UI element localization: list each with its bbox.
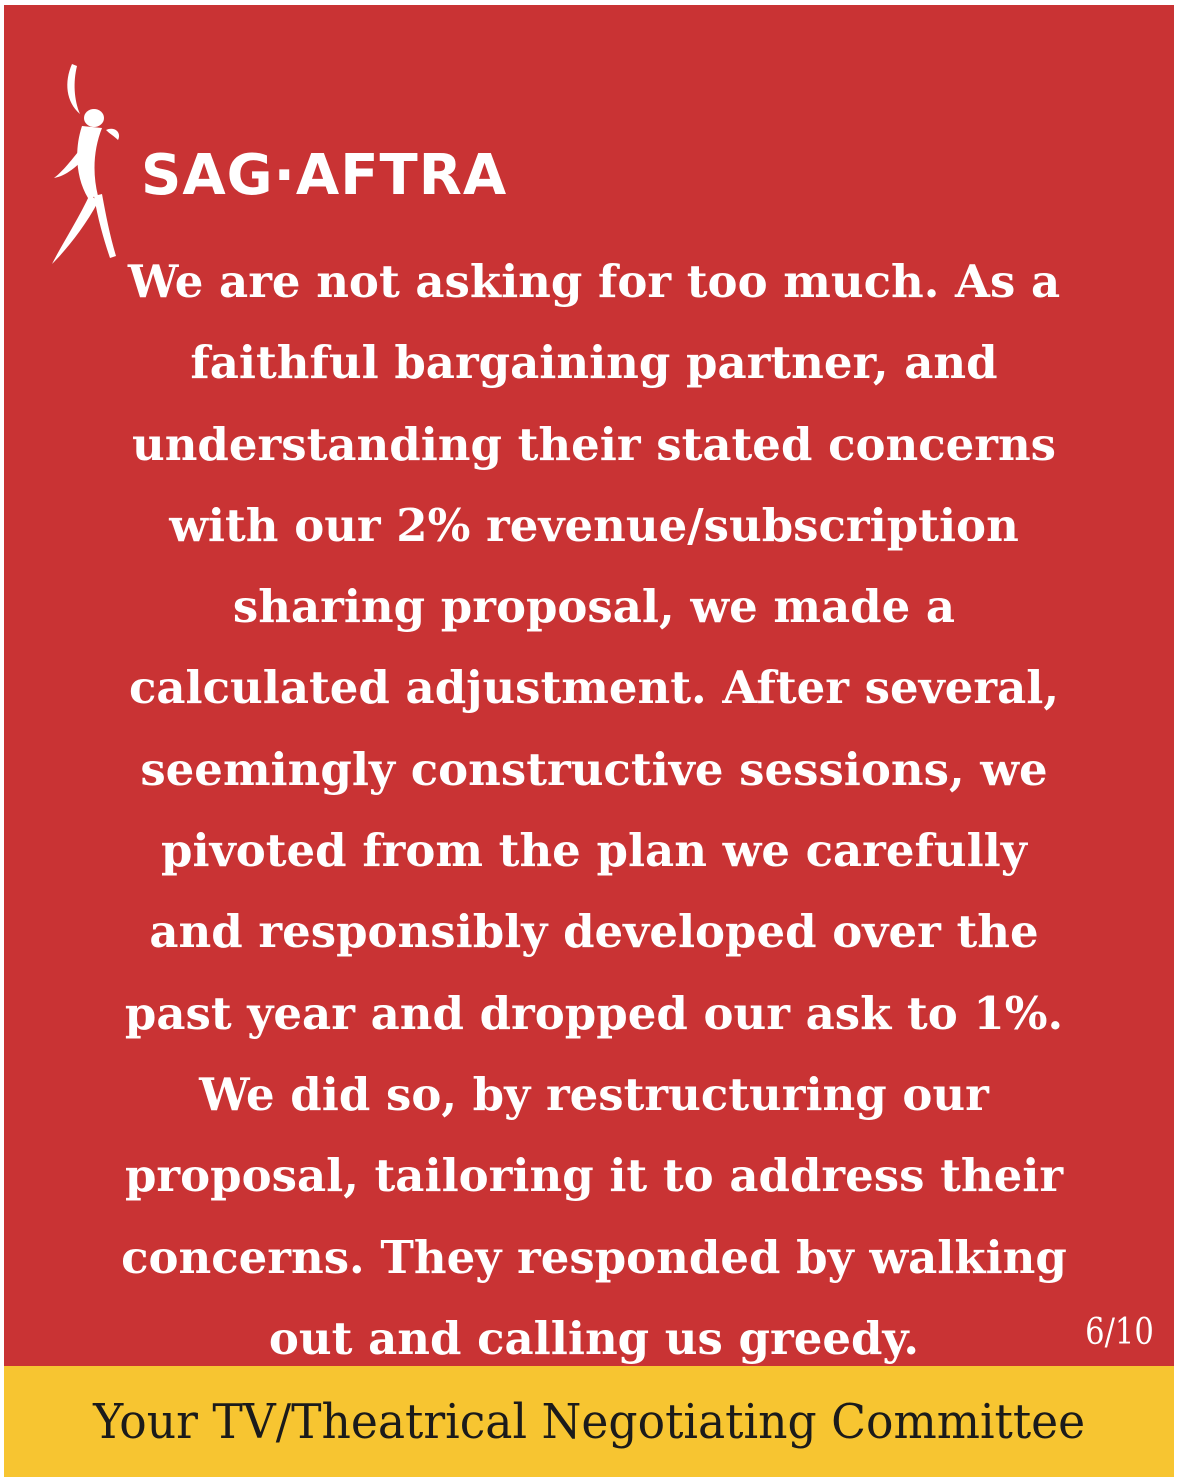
statement-line: We did so, by restructuring our <box>199 1067 989 1121</box>
statement-line: pivoted from the plan we carefully <box>161 824 1027 878</box>
statement-line: proposal, tailoring it to address their <box>124 1149 1064 1203</box>
statement-line: out and calling us greedy. <box>268 1311 920 1365</box>
statement-line: concerns. They responded by walking <box>121 1230 1067 1284</box>
statement-line: past year and dropped our ask to 1%. <box>124 986 1064 1040</box>
committee-signature: Your TV/Theatrical Negotiating Committee <box>92 1393 1086 1450</box>
statement-text <box>114 241 1074 1379</box>
statement-line: calculated adjustment. After several, <box>128 661 1060 715</box>
statement-line: seemingly constructive sessions, we <box>140 742 1048 796</box>
logo-wordmark: SAG·AFTRA <box>141 143 508 208</box>
statement-line: with our 2% revenue/subscription <box>169 498 1019 552</box>
statement-line: faithful bargaining partner, and <box>190 336 998 390</box>
dancer-figure-icon <box>44 60 144 270</box>
statement-line: sharing proposal, we made a <box>232 580 956 634</box>
statement-line: We are not asking for too much. As a <box>127 255 1061 308</box>
footer-band <box>4 1366 1174 1477</box>
sag-aftra-logo <box>44 60 564 270</box>
statement-line: and responsibly developed over the <box>149 905 1039 959</box>
statement-line: understanding their stated concerns <box>132 417 1056 471</box>
slide-counter: 6/10 <box>1085 1312 1154 1353</box>
red-panel <box>4 5 1174 1366</box>
